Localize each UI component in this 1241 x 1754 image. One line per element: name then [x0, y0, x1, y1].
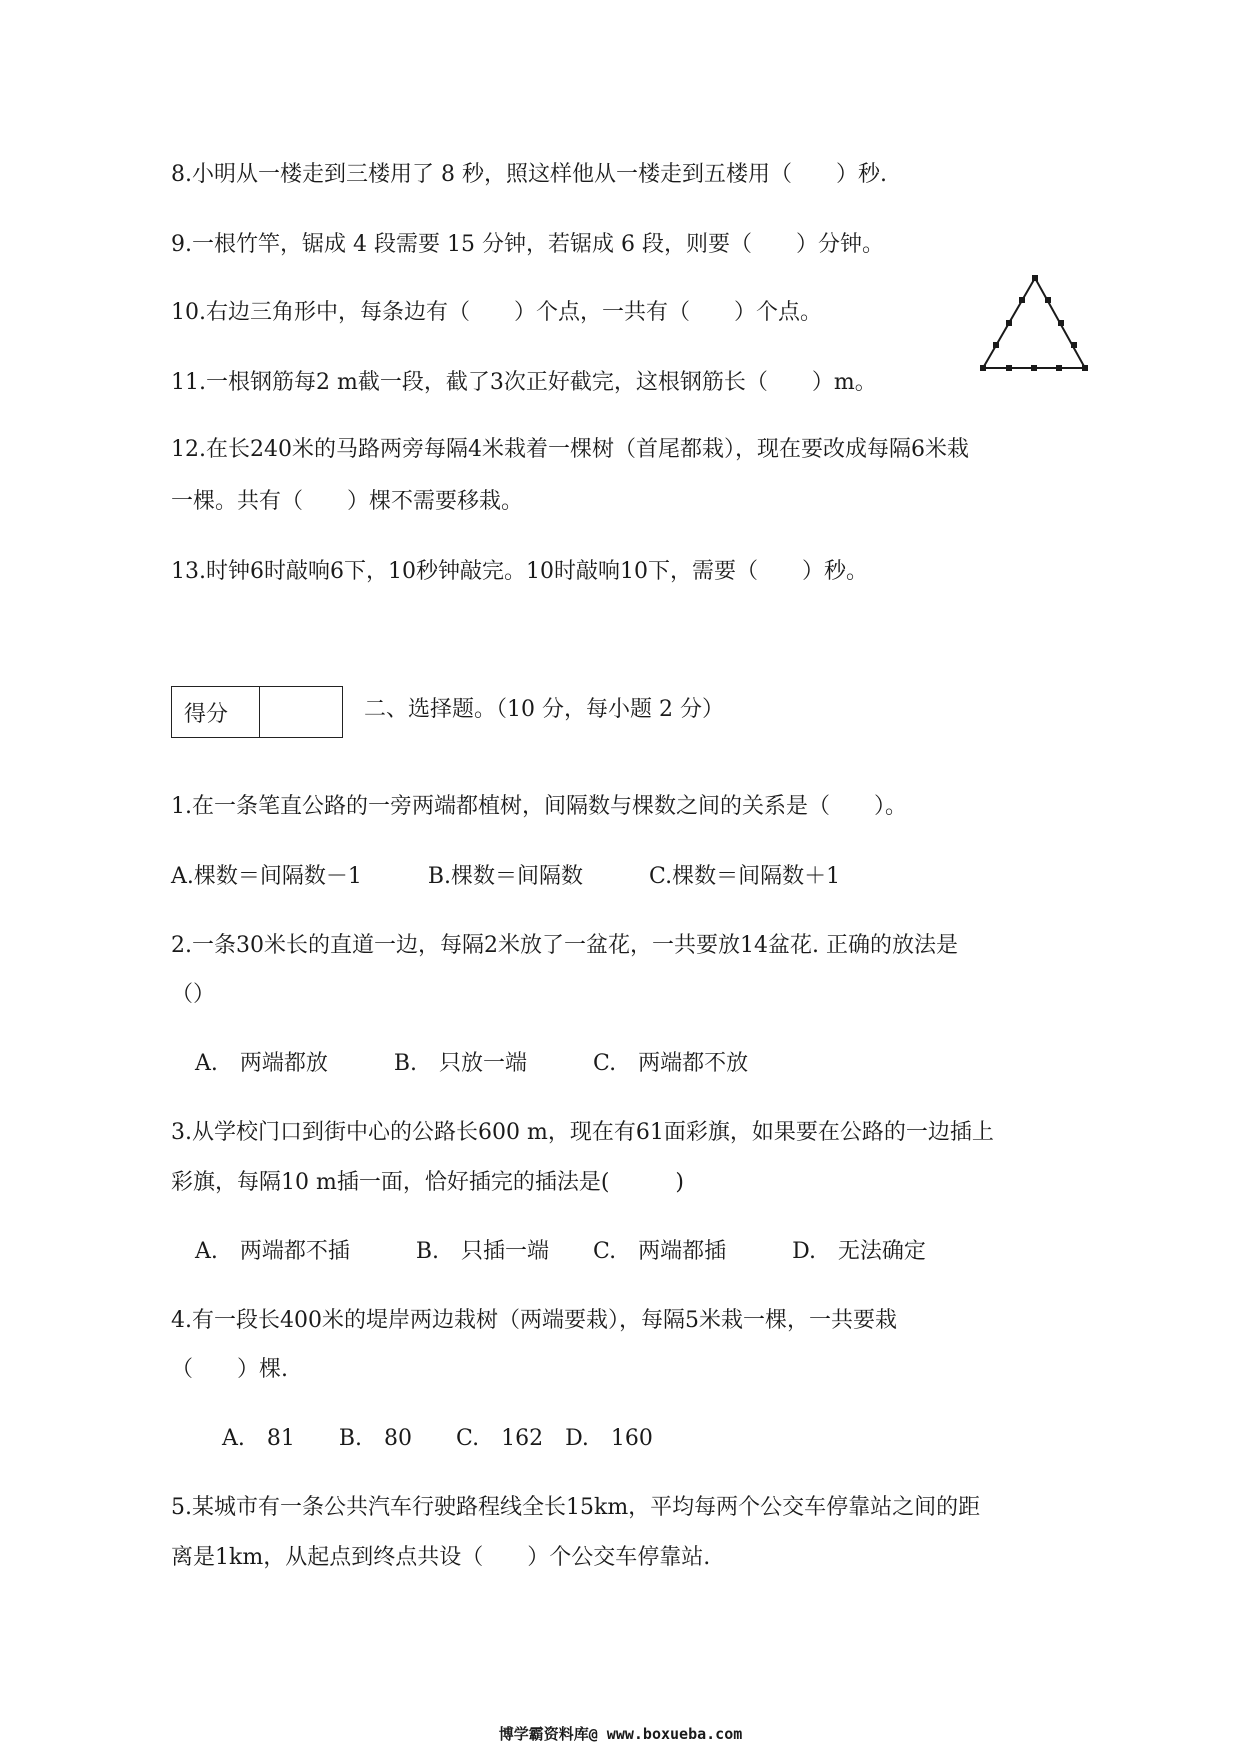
choice-q2-line2: （） [171, 982, 216, 1007]
choice-q5-line1: 5.某城市有一条公共汽车行驶路程线全长15km，平均每两个公交车停靠站之间的距 [171, 1495, 981, 1520]
dotted-triangle-figure [975, 270, 1091, 380]
score-box [171, 686, 343, 738]
score-value [260, 687, 342, 737]
choice-q1: 1.在一条笔直公路的一旁两端都植树，间隔数与棵数之间的关系是（ ）。 [171, 794, 907, 819]
choice-q4-line1: 4.有一段长400米的堤岸两边栽树（两端要栽），每隔5米栽一棵，一共要栽 [171, 1308, 897, 1333]
choice-q3-line2: 彩旗，每隔10 m插一面，恰好插完的插法是( ) [171, 1170, 685, 1195]
question-10: 10.右边三角形中，每条边有（ ）个点，一共有（ ）个点。 [171, 300, 822, 325]
choice-q1-options: A.棵数＝间隔数－1 B.棵数＝间隔数 C.棵数＝间隔数＋1 [171, 864, 841, 889]
question-12-line1: 12.在长240米的马路两旁每隔4米栽着一棵树（首尾都栽），现在要改成每隔6米栽 [171, 437, 969, 462]
choice-q2-options: A. 两端都放 B. 只放一端 C. 两端都不放 [195, 1051, 749, 1076]
choice-q4-options: A. 81 B. 80 C. 162 D. 160 [222, 1426, 653, 1451]
choice-q4-line2: （ ）棵. [171, 1357, 288, 1382]
question-13: 13.时钟6时敲响6下，10秒钟敲完。10时敲响10下，需要（ ）秒。 [171, 559, 868, 584]
question-9: 9.一根竹竿，锯成 4 段需要 15 分钟，若锯成 6 段，则要（ ）分钟。 [171, 232, 884, 257]
choice-q3-options: A. 两端都不插 B. 只插一端 C. 两端都插 D. 无法确定 [195, 1239, 926, 1264]
score-label: 得分 [172, 687, 260, 737]
question-11: 11.一根钢筋每2 m截一段，截了3次正好截完，这根钢筋长（ ）m。 [171, 370, 877, 395]
choice-q3-line1: 3.从学校门口到街中心的公路长600 m，现在有61面彩旗，如果要在公路的一边插上 [171, 1120, 994, 1145]
footer-watermark: 博学霸资料库@ www.boxueba.com [498, 1725, 743, 1743]
choice-q5-line2: 离是1km，从起点到终点共设（ ）个公交车停靠站. [171, 1545, 711, 1570]
question-8: 8.小明从一楼走到三楼用了 8 秒，照这样他从一楼走到五楼用（ ）秒. [171, 162, 887, 187]
question-12-line2: 一棵。共有（ ）棵不需要移栽。 [171, 489, 524, 514]
choice-q2-line1: 2.一条30米长的直道一边，每隔2米放了一盆花，一共要放14盆花. 正确的放法是 [171, 933, 958, 958]
section-title: 二、选择题。（10 分，每小题 2 分） [364, 697, 724, 722]
